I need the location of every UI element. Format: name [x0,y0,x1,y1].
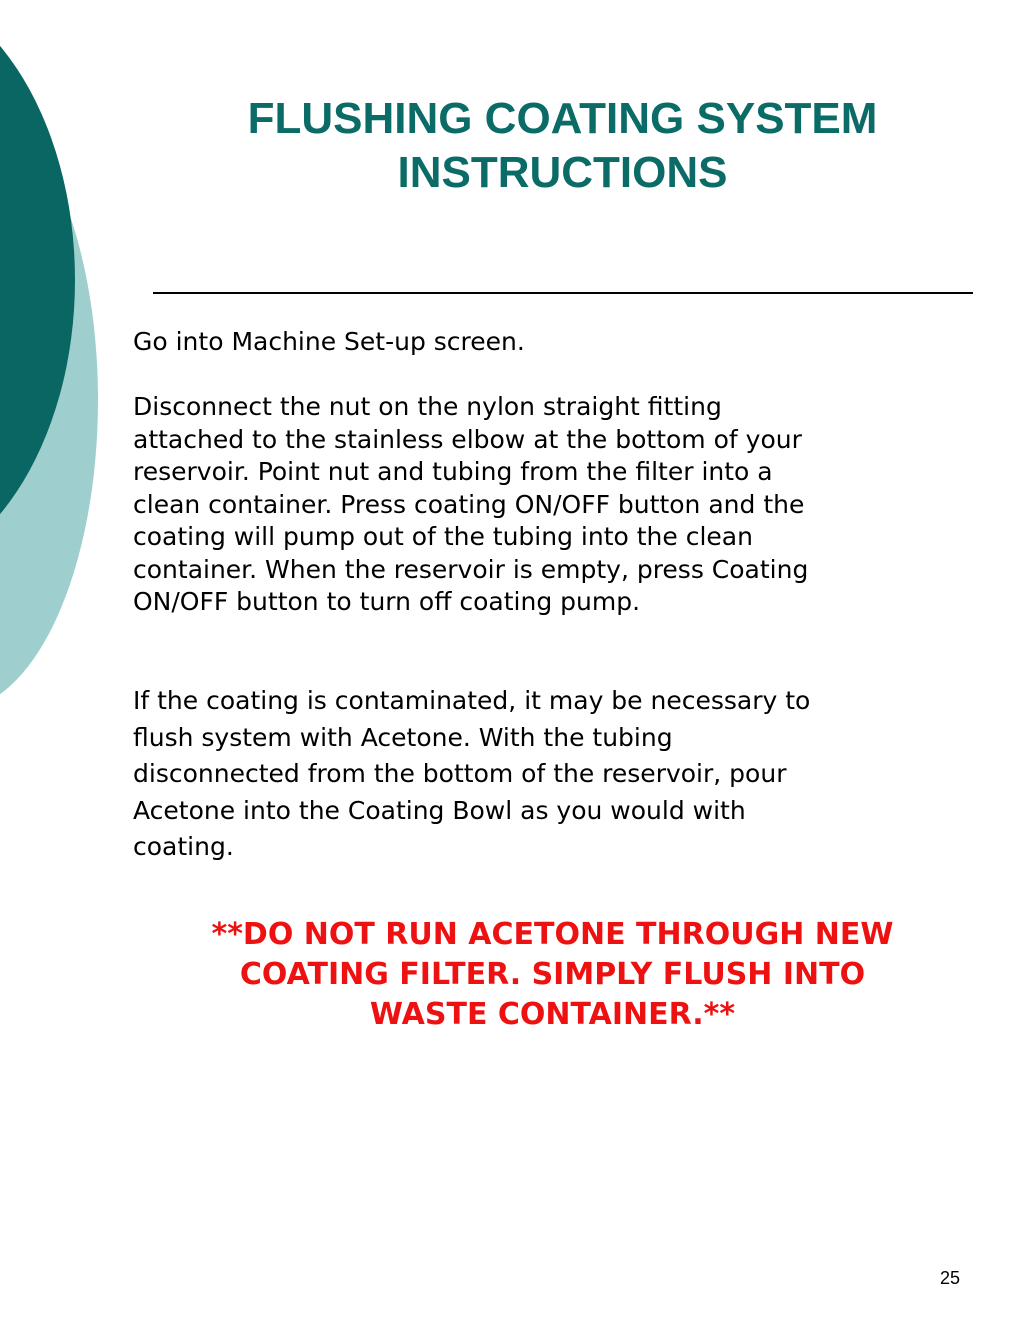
paragraph-line: Go into Machine Set-up screen. [133,327,525,356]
warning-line: COATING FILTER. SIMPLY FLUSH INTO [239,957,866,992]
title-line: INSTRUCTIONS [397,148,728,197]
page-number: 25 [939,1268,960,1288]
paragraph-line: clean container. Press coating ON/OFF button and the [133,489,805,519]
paragraph-line: container. When the reservoir is empty, press Coating [133,554,809,584]
warning-line: WASTE CONTAINER.** [369,997,736,1032]
paragraph-acetone-flush [133,683,983,866]
paragraph-line: attached to the stainless elbow at the bottom of your [133,424,802,454]
paragraph-line: reservoir. Point nut and tubing from the filter into a [133,457,773,486]
paragraph-line: coating will pump out of the tubing into the clean [133,522,753,551]
paragraph-line: ON/OFF button to turn off coating pump. [133,587,641,616]
warning-line: **DO NOT RUN ACETONE THROUGH NEW [211,917,894,952]
paragraph-line: Acetone into the Coating Bowl as you would with [133,795,746,825]
title-divider [153,292,973,294]
paragraph-line: disconnected from the bottom of the reservoir, pour [133,759,787,788]
paragraph-line: flush system with Acetone. With the tubing [133,722,673,752]
paragraph-line: coating. [133,832,234,861]
paragraph-disconnect-instructions [133,391,983,619]
paragraph-line: If the coating is contaminated, it may be necessary to [133,686,811,715]
paragraph-setup-screen [133,326,525,358]
slide-title [150,92,975,200]
warning-notice [140,915,965,1035]
decorative-teal-shapes [0,0,110,720]
title-line: FLUSHING COATING SYSTEM [247,94,878,143]
paragraph-line: Disconnect the nut on the nylon straight fitting [133,392,722,421]
